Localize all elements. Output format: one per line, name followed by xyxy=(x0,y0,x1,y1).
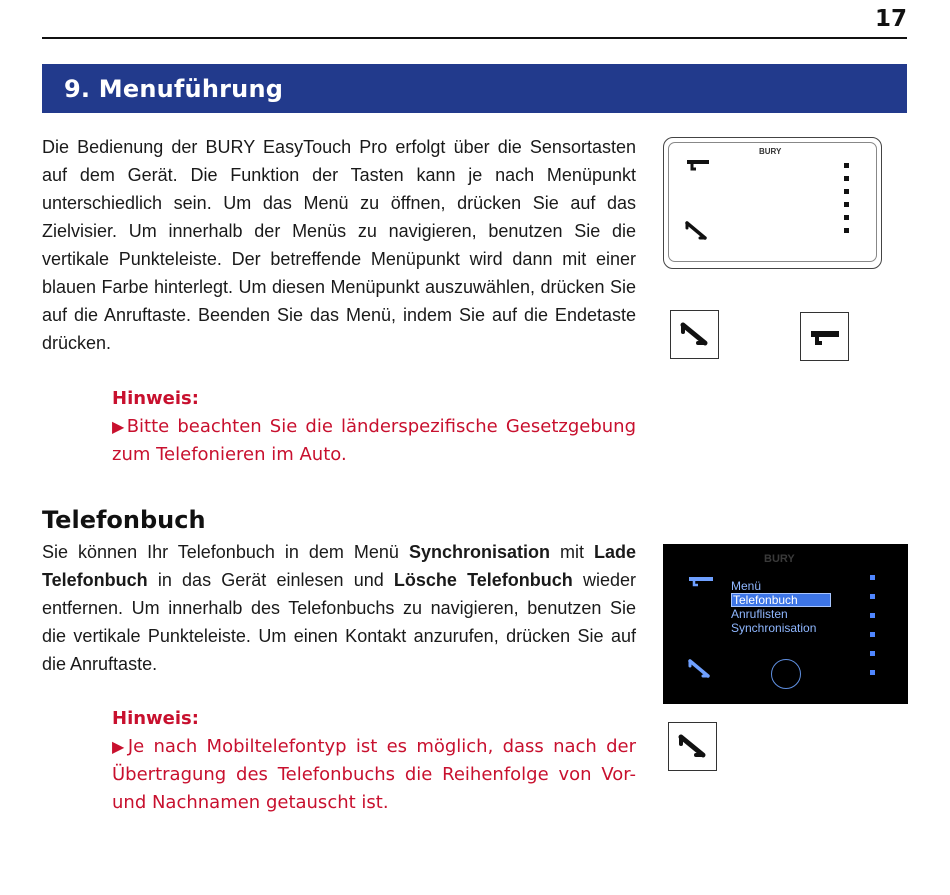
dot xyxy=(870,613,875,618)
dot-bar xyxy=(844,163,849,233)
menu-item: Synchronisation xyxy=(731,621,817,635)
device-logo: BURY xyxy=(759,147,782,156)
dot xyxy=(844,176,849,181)
arrow-icon: ▶ xyxy=(112,417,127,436)
phone-call-icon xyxy=(677,733,709,761)
device-illustration xyxy=(663,137,882,269)
phonebook-paragraph xyxy=(42,538,636,678)
phonebook-bold-lade: Lade Telefonbuch xyxy=(42,542,636,590)
phone-end-icon xyxy=(684,158,712,172)
dot xyxy=(870,651,875,656)
dot xyxy=(844,189,849,194)
menu-title: Menü xyxy=(731,579,762,593)
phonebook-text-1: Sie können Ihr Telefonbuch in dem Menü xyxy=(42,542,409,562)
dot xyxy=(870,594,875,599)
screen-menu xyxy=(731,579,831,635)
note-2-title: Hinweis: xyxy=(112,708,199,729)
note-1-title: Hinweis: xyxy=(112,388,199,409)
phonebook-text-2: mit xyxy=(549,542,594,562)
target-ring-icon xyxy=(771,659,801,689)
note-2-text: Je nach Mobiltelefontyp ist es möglich, dass nach der Übertragung des Telefonbuchs die Reihenfolge von Vor- und Nachnamen getauscht ist. xyxy=(112,736,636,813)
note-2 xyxy=(112,705,636,817)
phone-end-icon xyxy=(687,575,715,587)
phonebook-bold-loesche: Lösche Telefonbuch xyxy=(393,570,573,590)
menu-item: Anruflisten xyxy=(731,607,788,621)
dot xyxy=(870,670,875,675)
header-rule xyxy=(42,37,907,39)
dot xyxy=(844,228,849,233)
dot xyxy=(844,163,849,168)
section-title: 9. Menuführung xyxy=(64,74,284,103)
call-key xyxy=(670,310,719,359)
phone-call-icon xyxy=(684,220,710,242)
page-number: 17 xyxy=(874,6,907,32)
phone-call-icon xyxy=(679,321,711,349)
phone-call-icon xyxy=(687,658,713,680)
call-key xyxy=(668,722,717,771)
note-1-text: Bitte beachten Sie die länderspezifische Gesetzgebung zum Telefonieren im Auto. xyxy=(112,416,636,465)
phonebook-bold-synchronisation: Synchronisation xyxy=(408,542,550,562)
dot xyxy=(844,202,849,207)
arrow-icon: ▶ xyxy=(112,737,128,756)
dot-bar xyxy=(870,575,875,675)
note-1 xyxy=(112,385,636,469)
phone-end-icon xyxy=(808,327,842,347)
dot xyxy=(870,575,875,580)
phonebook-text-4: wieder entfernen. Um innerhalb des Telefonbuchs zu navigieren, benutzen Sie die vertikale Punkteleiste. Um einen Kontakt anzurufen, drücken Sie auf die Anruftaste. xyxy=(42,570,637,674)
screen-logo: BURY xyxy=(764,553,795,565)
dot xyxy=(870,632,875,637)
phonebook-text-3: in das Gerät einlesen und xyxy=(147,570,394,590)
menu-item-selected: Telefonbuch xyxy=(731,593,831,607)
dot xyxy=(844,215,849,220)
phonebook-heading: Telefonbuch xyxy=(42,506,206,534)
section-header-bar xyxy=(42,64,907,113)
screen-illustration xyxy=(663,544,908,704)
end-key xyxy=(800,312,849,361)
intro-paragraph: Die Bedienung der BURY EasyTouch Pro erfolgt über die Sensortasten auf dem Gerät. Die Funktion der Tasten kann je nach Menüpunkt unterschiedlich sein. Um das Menü zu öffnen, drücken Sie auf das Zielvisier. Um innerhalb der Menüs zu navigieren, benutzen Sie die vertikale Punkteleiste. Der betreffende Menüpunkt wird dann mit einer blauen Farbe hinterlegt. Um diesen Menüpunkt auszuwählen, drücken Sie auf die Anruftaste. Beenden Sie das Menü, indem Sie auf die Endetaste drücken. xyxy=(42,137,636,353)
